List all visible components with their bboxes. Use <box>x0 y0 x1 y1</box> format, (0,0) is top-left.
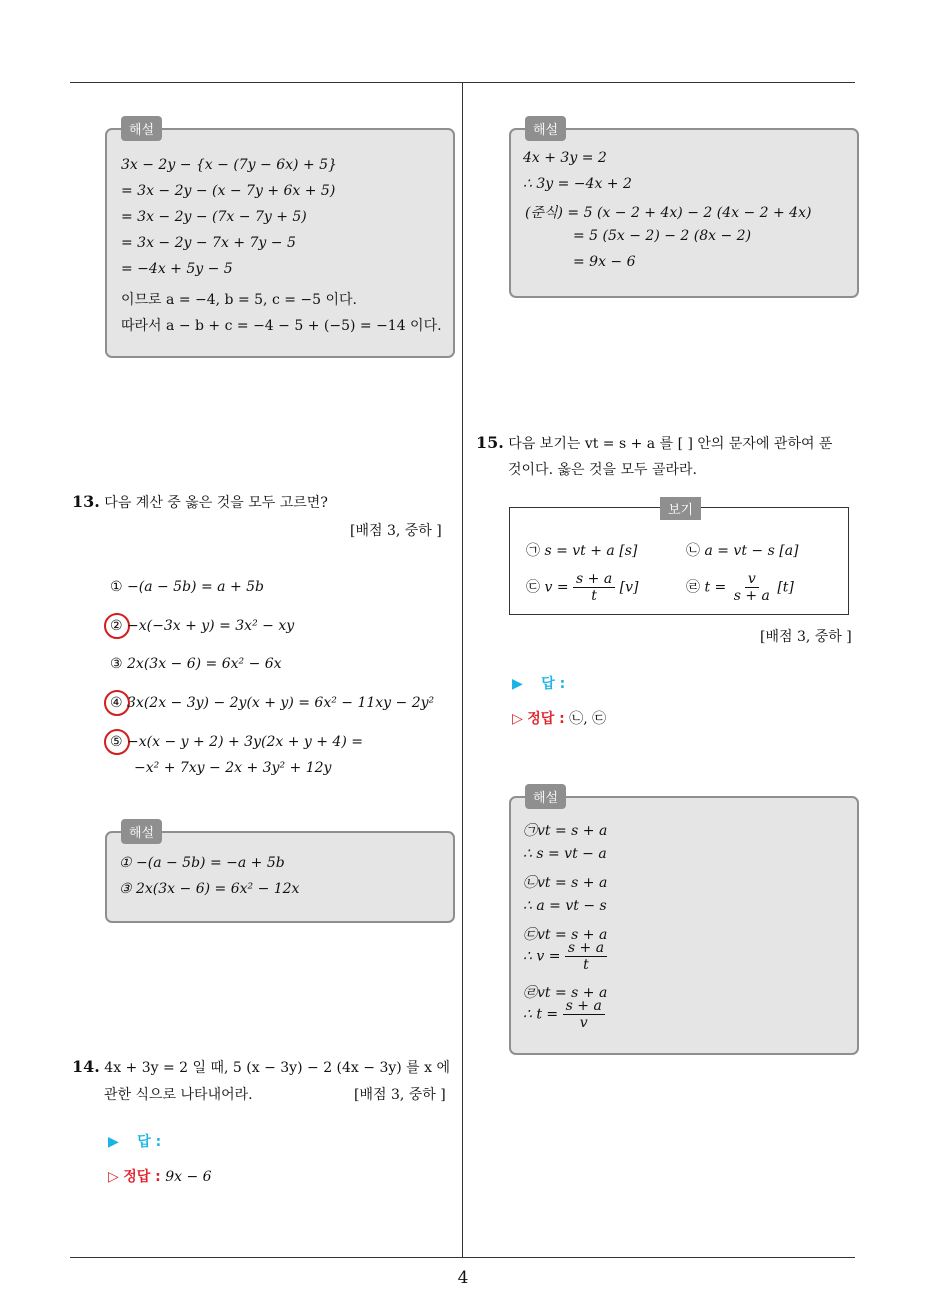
solution-line: = 9x − 6 <box>573 254 636 270</box>
solution-line: ① −(a − 5b) = −a + 5b <box>119 855 285 871</box>
solution-line: ③ 2x(3x − 6) = 6x² − 12x <box>119 881 300 897</box>
solution-line: ㉣vt = s + a <box>523 985 608 1001</box>
solution-line: ∴ 3y = −4x + 2 <box>523 176 632 192</box>
triangle-icon: ▷ <box>512 711 523 727</box>
question-text: 다음 계산 중 옳은 것을 모두 고르면? <box>104 495 328 511</box>
option-expression: −(a − 5b) = a + 5b <box>127 579 264 595</box>
solution-line: = 5 (5x − 2) − 2 (8x − 2) <box>573 228 752 244</box>
solution-line: ∴ s = vt − a <box>523 846 607 862</box>
solution-line: ∴ a = vt − s <box>523 898 607 914</box>
solution-tag: 해설 <box>121 116 162 141</box>
question-number: 15. <box>476 433 504 452</box>
solution-line: = −4x + 5y − 5 <box>121 261 233 277</box>
question-text: 다음 보기는 vt = s + a 를 [ ] 안의 문자에 관하여 푼 <box>508 436 833 452</box>
solution-line: = 3x − 2y − (x − 7y + 6x + 5) <box>121 183 336 199</box>
option-5 <box>110 734 363 750</box>
option-4 <box>110 695 434 711</box>
solution-line: ㉠vt = s + a <box>523 823 608 839</box>
answer-label: 답 : <box>137 1134 162 1150</box>
solution-line: = 3x − 2y − 7x + 7y − 5 <box>121 235 296 251</box>
bogi-item-4: ㉣ t = $\frac{v}{s + a}$ [t] <box>686 571 794 604</box>
option-number: ④ <box>110 695 123 711</box>
correct-label: 정답 : <box>123 1169 161 1185</box>
solution-box-13 <box>105 826 455 923</box>
option-3 <box>110 656 282 672</box>
solution-line: = 3x − 2y − (7x − 7y + 5) <box>121 209 307 225</box>
correct-value: 9x − 6 <box>165 1169 212 1185</box>
question-number: 14. <box>72 1057 100 1076</box>
option-number: ⑤ <box>110 734 123 750</box>
fraction: $\frac{s + a}{t}$ <box>573 571 615 604</box>
solution-line: ∴ t = $\frac{s + a}{v}$ <box>523 998 605 1031</box>
question-text: 4x + 3y = 2 일 때, 5 (x − 3y) − 2 (4x − 3y) 를 x 에 <box>104 1060 451 1076</box>
solution-line: (준식) = 5 (x − 2 + 4x) − 2 (4x − 2 + 4x) <box>525 205 812 221</box>
bogi-item-2: ㉡ a = vt − s [a] <box>686 543 799 559</box>
page-number: 4 <box>457 1268 469 1288</box>
option-expression: −x(−3x + y) = 3x² − xy <box>127 618 295 634</box>
play-icon: ▶ <box>512 676 523 692</box>
solution-line: ㉡vt = s + a <box>523 875 608 891</box>
option-expression: 3x(2x − 3y) − 2y(x + y) = 6x² − 11xy − 2y² <box>127 695 435 711</box>
bogi-box <box>509 503 849 615</box>
score-label: [배점 3, 중하 ] <box>760 629 852 645</box>
option-number: ② <box>110 618 123 634</box>
correct-label: 정답 : <box>527 711 565 727</box>
solution-tag: 해설 <box>525 116 566 141</box>
question-15 <box>476 433 832 453</box>
fraction: $\frac{s + a}{v}$ <box>563 998 605 1031</box>
solution-line: ㉢vt = s + a <box>523 927 608 943</box>
fraction: $\frac{s + a}{t}$ <box>565 940 607 973</box>
triangle-icon: ▷ <box>108 1169 119 1185</box>
question-text-line2: 것이다. 옳은 것을 모두 골라라. <box>508 462 697 478</box>
solution-line: 3x − 2y − {x − (7y − 6x) + 5} <box>121 157 337 173</box>
solution-box-15 <box>509 791 859 1055</box>
option-number: ③ <box>110 656 123 672</box>
question-number: 13. <box>72 492 100 511</box>
question-13 <box>72 492 328 512</box>
play-icon: ▶ <box>108 1134 119 1150</box>
solution-tag: 해설 <box>121 819 162 844</box>
score-label: [배점 3, 중하 ] <box>354 1087 446 1103</box>
question-text-line2: 관한 식으로 나타내어라. <box>104 1087 253 1103</box>
option-1 <box>110 579 264 595</box>
answer-row <box>108 1131 161 1151</box>
score-label: [배점 3, 중하 ] <box>350 523 442 539</box>
option-number: ① <box>110 579 123 595</box>
question-14 <box>72 1057 450 1077</box>
bottom-rule <box>70 1257 855 1258</box>
fraction: $\frac{v}{s + a}$ <box>733 571 770 604</box>
solution-tag: 해설 <box>525 784 566 809</box>
answer-row <box>512 673 565 693</box>
solution-line: 4x + 3y = 2 <box>523 150 607 166</box>
option-expression: −x(x − y + 2) + 3y(2x + y + 4) = <box>127 734 363 750</box>
solution-line: ∴ v = $\frac{s + a}{t}$ <box>523 940 607 973</box>
solution-box-12 <box>105 123 455 358</box>
bogi-item-1: ㉠ s = vt + a [s] <box>526 543 638 559</box>
solution-line: 따라서 a − b + c = −4 − 5 + (−5) = −14 이다. <box>121 318 442 334</box>
bogi-tag: 보기 <box>660 497 701 520</box>
column-divider <box>462 83 463 1257</box>
answer-label: 답 : <box>541 676 566 692</box>
option-2 <box>110 618 294 634</box>
solution-line: 이므로 a = −4, b = 5, c = −5 이다. <box>121 292 357 308</box>
option-expression-continued: −x² + 7xy − 2x + 3y² + 12y <box>134 760 332 776</box>
bogi-item-3: ㉢ v = $\frac{s + a}{t}$ [v] <box>526 571 639 604</box>
correct-value: ㉡, ㉢ <box>569 711 607 727</box>
correct-answer-row <box>512 708 606 728</box>
correct-answer-row <box>108 1166 212 1186</box>
option-expression: 2x(3x − 6) = 6x² − 6x <box>127 656 282 672</box>
solution-box-14 <box>509 123 859 298</box>
